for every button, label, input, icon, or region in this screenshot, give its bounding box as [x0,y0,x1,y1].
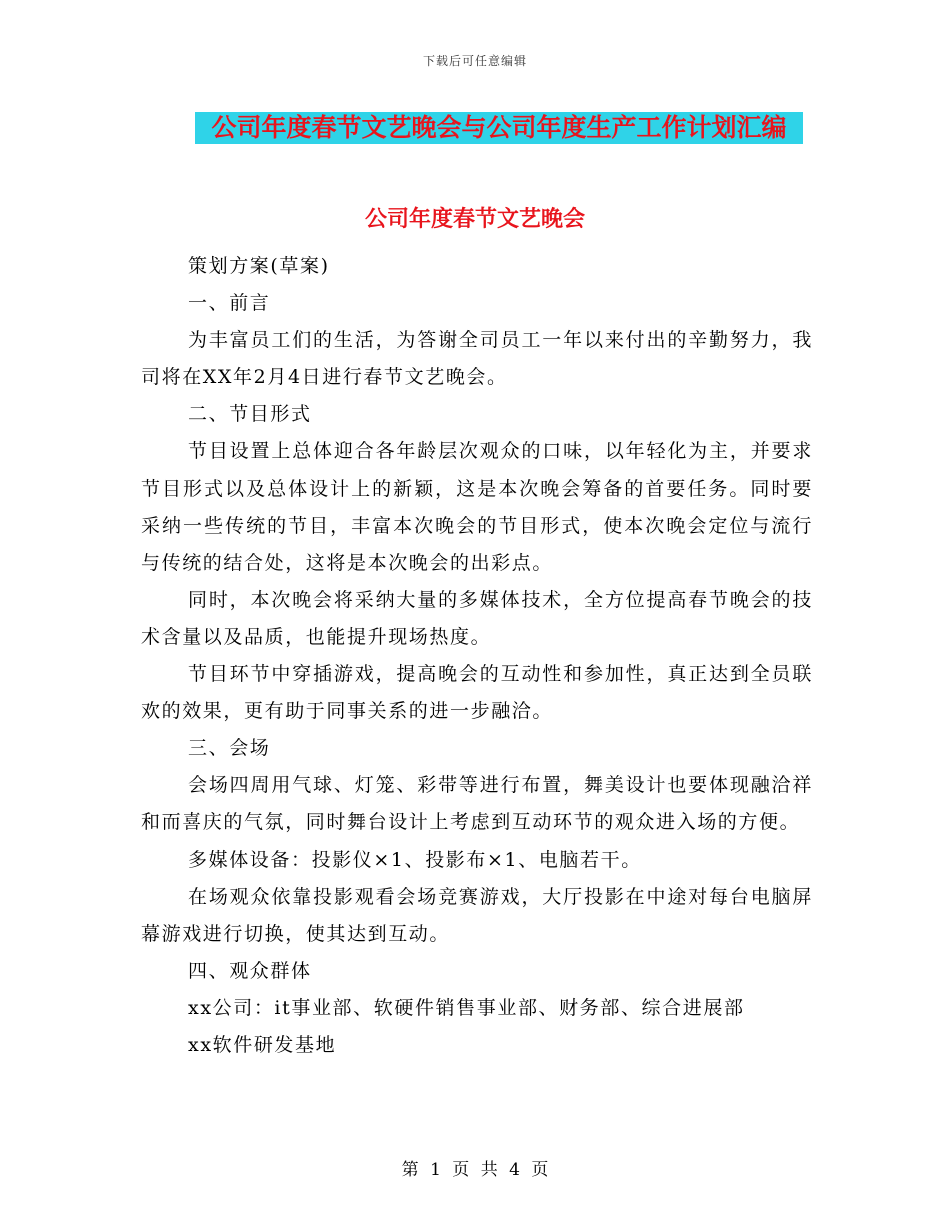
page-footer: 第 1 页 共 4 页 [401,1160,549,1180]
section-heading: 一、前言 [188,292,271,315]
main-title: 公司年度春节文艺晚会与公司年度生产工作计划汇编 [211,113,787,142]
section-heading: 二、节目形式 [188,403,312,426]
header-note: 下载后可任意编辑 [422,54,527,68]
paragraph: 为丰富员工们的生活，为答谢全司员工一年以来付出的辛勤努力，我司将在XX年2月4日进行春节文艺晚会。 [141,329,813,389]
paragraph: 会场四周用气球、灯笼、彩带等进行布置，舞美设计也要体现融洽祥和而喜庆的气氛，同时舞台设计上考虑到互动环节的观众进入场的方便。 [141,774,813,834]
section-heading: 四、观众群体 [188,959,312,982]
document-body [141,248,813,1064]
paragraph: 策划方案(草案) [188,255,330,277]
paragraph: xx软件研发基地 [188,1033,337,1056]
paragraph: 节目设置上总体迎合各年龄层次观众的口味，以年轻化为主，并要求节目形式以及总体设计上的新颖，这是本次晚会筹备的首要任务。同时要采纳一些传统的节目，丰富本次晚会的节目形式，使本次晚会定位与流行与传统的结合处，这将是本次晚会的出彩点。 [141,440,813,574]
section-heading: 三、会场 [188,737,271,760]
paragraph: 多媒体设备：投影仪×1、投影布×1、电脑若干。 [188,848,642,871]
paragraph: 同时，本次晚会将采纳大量的多媒体技术，全方位提高春节晚会的技术含量以及品质，也能提升现场热度。 [141,588,813,648]
paragraph: 节目环节中穿插游戏，提高晚会的互动性和参加性，真正达到全员联欢的效果，更有助于同事关系的进一步融洽。 [141,663,813,723]
sub-title: 公司年度春节文艺晚会 [364,206,585,232]
paragraph: 在场观众依靠投影观看会场竞赛游戏，大厅投影在中途对每台电脑屏幕游戏进行切换，使其达到互动。 [141,885,813,945]
paragraph: xx公司：it事业部、软硬件销售事业部、财务部、综合进展部 [188,996,745,1019]
